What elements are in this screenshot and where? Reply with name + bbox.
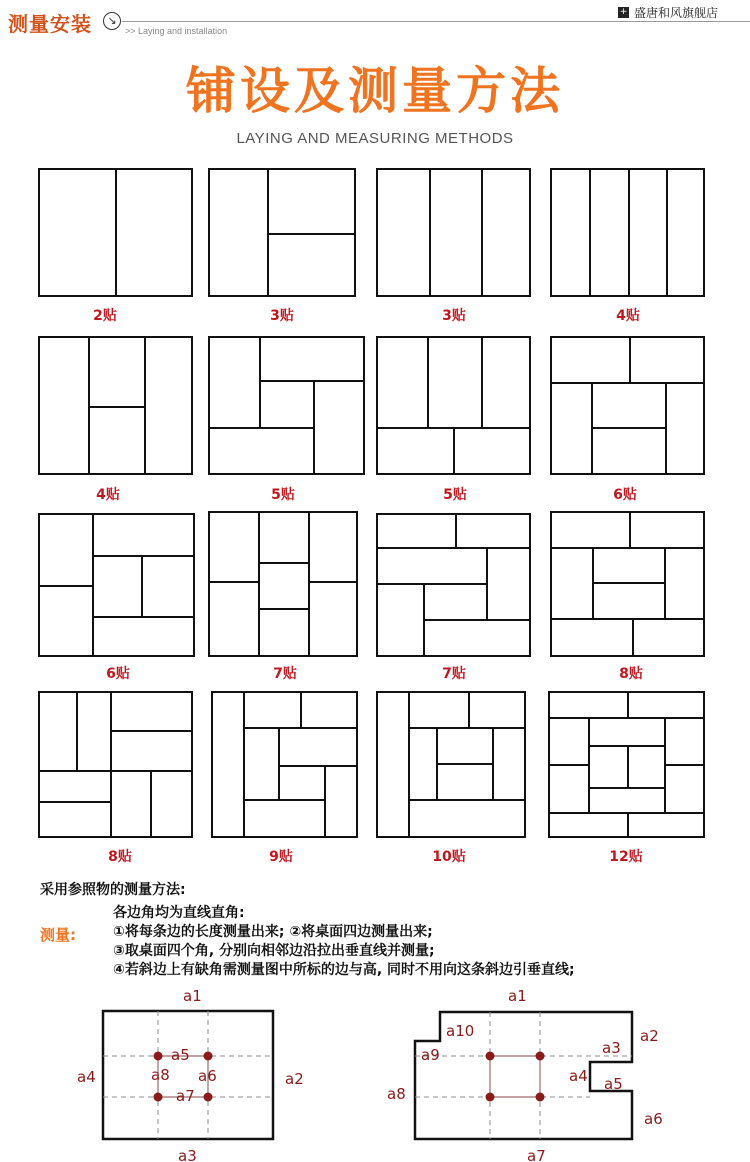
tile-label: 3贴 bbox=[442, 308, 466, 324]
dim-label: a7 bbox=[527, 1147, 546, 1162]
tile-label: 5贴 bbox=[443, 487, 467, 503]
dim-label: a3 bbox=[602, 1039, 621, 1057]
tile-label: 3贴 bbox=[270, 308, 294, 324]
tile-layout-7b bbox=[376, 513, 531, 657]
dim-label: a3 bbox=[178, 1147, 197, 1162]
tile-label: 6贴 bbox=[106, 666, 130, 682]
method-note: 各边角均为直线直角: bbox=[113, 905, 245, 921]
dim-label: a1 bbox=[508, 987, 527, 1005]
method-note: ③取桌面四个角, 分别向相邻边沿拉出垂直线并测量; bbox=[113, 943, 435, 959]
tile-label: 8贴 bbox=[108, 849, 132, 865]
plus-icon: + bbox=[619, 7, 628, 17]
tile-label: 2贴 bbox=[93, 308, 117, 324]
corner-dot bbox=[154, 1093, 163, 1102]
dim-label: a5 bbox=[604, 1075, 623, 1093]
section-header bbox=[0, 0, 750, 38]
corner-dot bbox=[536, 1052, 545, 1061]
dim-label: a5 bbox=[171, 1046, 190, 1064]
dim-label: a1 bbox=[183, 987, 202, 1005]
dim-label: a10 bbox=[446, 1022, 475, 1040]
section-title: 测量安装 bbox=[8, 12, 92, 36]
measure-label: 测量: bbox=[40, 926, 76, 944]
section-subtitle: >> Laying and installation bbox=[125, 26, 228, 36]
tile-layout-5a bbox=[208, 336, 365, 475]
tile-layout-3a bbox=[208, 168, 356, 297]
page-subtitle: LAYING AND MEASURING METHODS bbox=[236, 130, 514, 147]
tile-layout-8b bbox=[38, 691, 193, 838]
header-divider bbox=[122, 21, 750, 22]
dim-label: a4 bbox=[77, 1068, 96, 1086]
dim-label: a8 bbox=[387, 1085, 406, 1103]
dim-label: a6 bbox=[644, 1110, 663, 1128]
tile-layout-8a bbox=[550, 511, 705, 657]
dim-label: a9 bbox=[421, 1046, 440, 1064]
tile-label: 12贴 bbox=[609, 849, 643, 865]
tile-layout-3b bbox=[376, 168, 531, 297]
dim-label: a7 bbox=[176, 1087, 195, 1105]
dim-label: a4 bbox=[569, 1067, 588, 1085]
store-name: 盛唐和风旗舰店 bbox=[634, 6, 719, 20]
corner-dot bbox=[486, 1093, 495, 1102]
diagram-rectangle bbox=[103, 1011, 273, 1139]
dim-label: a2 bbox=[285, 1070, 304, 1088]
corner-dot bbox=[486, 1052, 495, 1061]
tile-layout-4a bbox=[550, 168, 705, 297]
corner-dot bbox=[536, 1093, 545, 1102]
tile-layout-9 bbox=[211, 691, 358, 838]
method-heading: 采用参照物的测量方法: bbox=[40, 882, 186, 898]
method-note: ①将每条边的长度测量出来; ②将桌面四边测量出来; bbox=[113, 924, 433, 940]
tile-layout-6b bbox=[38, 513, 195, 657]
arrow-circle-icon: ↘ bbox=[103, 12, 121, 30]
tile-label: 7贴 bbox=[273, 666, 297, 682]
tile-layout-5b bbox=[376, 336, 531, 475]
tile-label: 10贴 bbox=[432, 849, 466, 865]
tile-layout-4b bbox=[38, 336, 193, 475]
tile-label: 7贴 bbox=[442, 666, 466, 682]
dim-label: a2 bbox=[640, 1027, 659, 1045]
tile-label: 4贴 bbox=[96, 487, 120, 503]
tile-label: 5贴 bbox=[271, 487, 295, 503]
tile-label: 4贴 bbox=[616, 308, 640, 324]
method-note: ④若斜边上有缺角需测量图中所标的边与高, 同时不用向这条斜边引垂直线; bbox=[113, 962, 575, 978]
tile-layout-12 bbox=[548, 691, 705, 838]
page-title: 铺设及测量方法 bbox=[186, 62, 564, 120]
tile-label: 9贴 bbox=[269, 849, 293, 865]
tile-layout-6a bbox=[550, 336, 705, 475]
measurement-diagrams bbox=[0, 975, 750, 1162]
tile-layout-7a bbox=[208, 511, 358, 657]
tile-label: 8贴 bbox=[619, 666, 643, 682]
corner-dot bbox=[154, 1052, 163, 1061]
tile-layout-10 bbox=[376, 691, 526, 838]
tile-label: 6贴 bbox=[613, 487, 637, 503]
corner-dot bbox=[204, 1093, 213, 1102]
dim-label: a8 bbox=[151, 1066, 170, 1084]
dim-label: a6 bbox=[198, 1067, 217, 1085]
tile-layout-2 bbox=[38, 168, 193, 297]
corner-dot bbox=[204, 1052, 213, 1061]
